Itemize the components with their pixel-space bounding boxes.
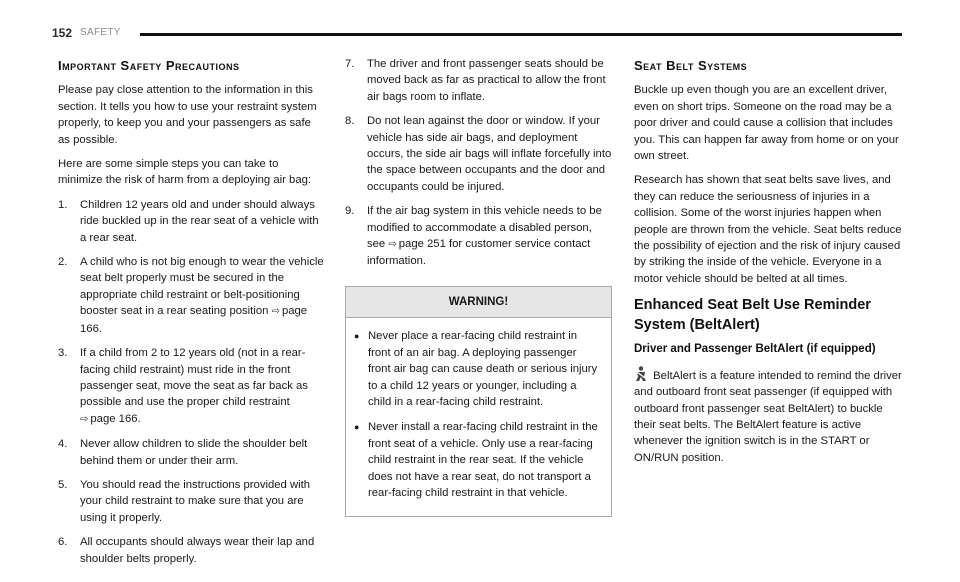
safety-steps-list bbox=[58, 197, 324, 567]
list-item: 3. If a child from 2 to 12 years old (not in a rear-facing child restraint) must ride in the front passenger seat, move the seat as far back as possible and use the proper child restraint ⇨ page 166. bbox=[58, 347, 308, 425]
page-reference-link[interactable]: page 251 bbox=[398, 238, 446, 251]
beltalert-paragraph: BeltAlert is a feature intended to remind the driver and outboard front seat passenger (if equipped with outboard front passenger seat BeltAlert) to buckle their seat belts. The BeltAlert feature is active whenever the ignition switch is in the START or ON/RUN position. bbox=[634, 366, 906, 466]
page-ref-arrow-icon: ⇨ bbox=[271, 306, 280, 318]
list-item: 9. If the air bag system in this vehicle needs to be modified to accommodate a disabled person, see ⇨ page 251 for customer service contact information. bbox=[345, 205, 602, 268]
list-item: 5. You should read the instructions provided with your child restraint to make sure that you are using it properly. bbox=[58, 478, 311, 524]
seat-belt-paragraph-1: Buckle up even though you are an excellent driver, even on short trips. Someone on the road may be a poor driver and could cause a collision that includes you. This can happen far away from home or on your own street. bbox=[634, 84, 899, 163]
bullet-icon: ● bbox=[354, 331, 360, 342]
column-left bbox=[58, 56, 324, 575]
page-reference-link[interactable]: page 166. bbox=[80, 305, 308, 335]
heading-important-safety: Important Safety Precautions bbox=[58, 58, 240, 73]
page-header bbox=[52, 26, 902, 42]
warning-box bbox=[345, 286, 612, 517]
page-reference-link[interactable]: page 166. bbox=[90, 412, 141, 425]
page-ref-arrow-icon: ⇨ bbox=[388, 239, 397, 251]
list-item: 6. All occupants should always wear their lap and shoulder belts properly. bbox=[58, 536, 315, 565]
column-middle bbox=[345, 56, 613, 517]
warning-item: ● Never install a rear-facing child restraint in the front seat of a vehicle. Only use a rear-facing child restraint in the rear seat. If the vehicle does not have a rear seat, do not transport a rear-facing child restraint in that vehicle. bbox=[354, 421, 598, 499]
seat-belt-warning-icon bbox=[634, 366, 648, 382]
warning-body bbox=[346, 318, 611, 516]
safety-steps-list-continued bbox=[345, 56, 613, 270]
page-ref-arrow-icon: ⇨ bbox=[80, 413, 89, 425]
seat-belt-paragraph-2: Research has shown that seat belts save lives, and they can reduce the seriousness of injuries in a collision. Some of the worst injuries happen when people are thrown from the vehicle. Seat belts reduce the possibility of ejection and the risk of injury caused by striking the inside of the vehicle. Everyone in a motor vehicle should be belted at all times. bbox=[634, 174, 902, 285]
list-item: 7. The driver and front passenger seats should be moved back as far as practical to allow the front air bags room to inflate. bbox=[345, 58, 606, 103]
page-number: 152 bbox=[52, 26, 73, 40]
list-item: 4. Never allow children to slide the shoulder belt behind them or under their arm. bbox=[58, 438, 308, 467]
header-rule bbox=[140, 33, 902, 36]
list-item: 2. A child who is not big enough to wear the vehicle seat belt properly must be secured in the appropriate child restraint or belt-positioning booster seat in a rear seating position ⇨ page 166. bbox=[58, 256, 324, 335]
warning-item: ● Never place a rear-facing child restraint in front of an air bag. A deploying passenger front air bag can cause death or serious injury to a child 12 years or younger, including a child in a rear-facing child restraint. bbox=[354, 330, 598, 408]
column-right bbox=[634, 56, 906, 474]
subsubheading-driver-passenger: Driver and Passenger BeltAlert (if equipped) bbox=[634, 343, 876, 356]
subheading-beltalert: Enhanced Seat Belt Use Reminder System (BeltAlert) bbox=[634, 297, 871, 334]
intro-paragraph-1: Please pay close attention to the information in this section. It tells you how to use your restraint system properly, to keep you and your passengers as safe as possible. bbox=[58, 84, 317, 146]
list-item: 8. Do not lean against the door or window. If your vehicle has side air bags, and deployment occurs, the side air bags will inflate forcefully into the space between occupants and the door and occupants could be injured. bbox=[345, 115, 612, 193]
warning-title: WARNING! bbox=[346, 287, 611, 318]
section-name: SAFETY bbox=[80, 27, 121, 38]
intro-paragraph-2: Here are some simple steps you can take to minimize the risk of harm from a deploying air bag: bbox=[58, 158, 312, 187]
heading-seat-belt-systems: Seat Belt Systems bbox=[634, 58, 748, 73]
bullet-icon: ● bbox=[354, 422, 360, 433]
list-item: 1. Children 12 years old and under should always ride buckled up in the rear seat of a vehicle with a rear seat. bbox=[58, 198, 319, 244]
